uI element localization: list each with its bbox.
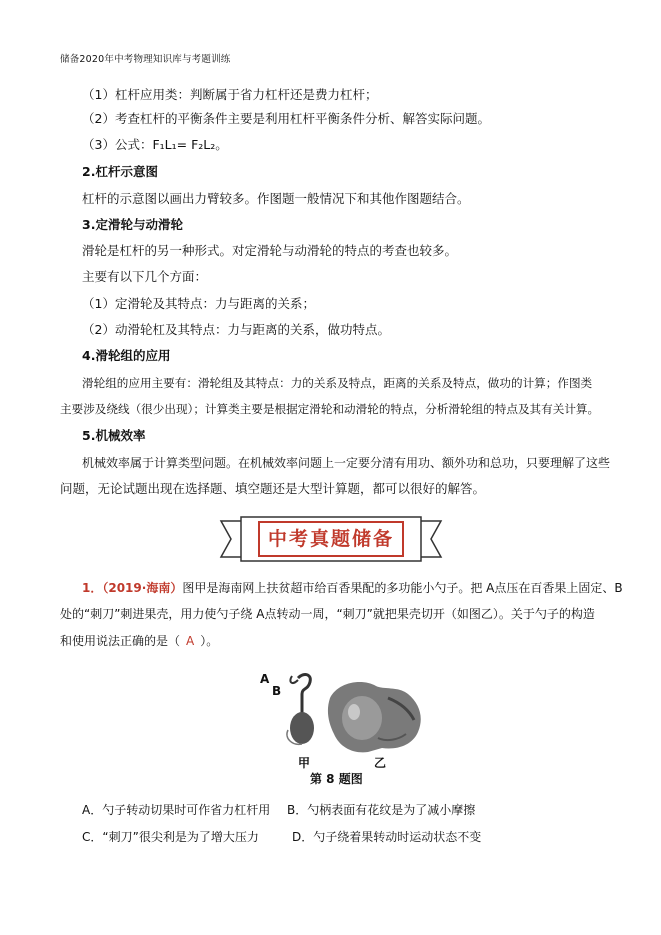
label-yi: 乙 bbox=[374, 756, 387, 770]
text-line: （1）杠杆应用类：判断属于省力杠杆还是费力杠杆； bbox=[82, 87, 378, 102]
question-text: 图甲是海南网上扶贫超市给百香果配的多功能小勺子。把 A点压在百香果上固定、B bbox=[182, 581, 623, 595]
label-b: B bbox=[272, 684, 282, 698]
section-heading: 2.杠杆示意图 bbox=[82, 164, 158, 179]
text-line: 主要涉及绕线（很少出现）；计算类主要是根据定滑轮和动滑轮的特点，分析滑轮组的特点及其有关计算。 bbox=[60, 402, 600, 416]
text-line: 问题，无论试题出现在选择题、填空题还是大型计算题，都可以很好的解答。 bbox=[60, 481, 486, 496]
option-a: A．勺子转动切果时可作省力杠杆用 bbox=[82, 803, 271, 817]
figure-caption: 第 8 题图 bbox=[310, 772, 363, 786]
text-line: 杠杆的示意图以画出力臂较多。作图题一般情况下和其他作图题结合。 bbox=[82, 191, 470, 206]
text-line: （2）考查杠杆的平衡条件主要是利用杠杆平衡条件分析、解答实际问题。 bbox=[82, 111, 490, 126]
text-line: 机械效率属于计算类型问题。在机械效率问题上一定要分清有用功、额外功和总功，只要理解了这些 bbox=[82, 456, 611, 470]
option-b: B．勺柄表面有花纹是为了减小摩擦 bbox=[287, 803, 476, 817]
question-line-2: 处的“刺刀”刺进果壳，用力使勺子绕 A点转动一周，“刺刀”就把果壳切开（如图乙）。关于勺子的构造 bbox=[60, 607, 595, 621]
text-line: （1）定滑轮及其特点：力与距离的关系； bbox=[82, 296, 315, 311]
banner-title: 中考真题储备 bbox=[267, 528, 394, 550]
text-line: 滑轮是杠杆的另一种形式。对定滑轮与动滑轮的特点的考查也较多。 bbox=[82, 243, 458, 258]
text-line: 滑轮组的应用主要有：滑轮组及其特点：力的关系及特点，距离的关系及特点，做功的计算；作图类 bbox=[82, 376, 593, 390]
option-d: D．勺子绕着果转动时运动状态不变 bbox=[292, 830, 482, 844]
question-source: （2019·海南） bbox=[102, 581, 183, 595]
label-a: A bbox=[260, 672, 270, 686]
text-line: （3）公式：F₁L₁= F₂L₂。 bbox=[82, 137, 228, 152]
section-heading: 5.机械效率 bbox=[82, 428, 146, 443]
option-c: C．“刺刀”很尖利是为了增大压力 bbox=[82, 830, 259, 844]
page-header: 储备2020年中考物理知识库与考题训练 bbox=[60, 54, 231, 65]
section-heading: 4.滑轮组的应用 bbox=[82, 348, 171, 363]
question-figure bbox=[258, 668, 430, 788]
question-line-1 bbox=[82, 580, 623, 596]
answer: A bbox=[186, 634, 195, 648]
section-heading: 3.定滑轮与动滑轮 bbox=[82, 217, 183, 232]
text-line: 主要有以下几个方面： bbox=[82, 269, 208, 284]
question-number: 1． bbox=[82, 581, 103, 595]
label-jia: 甲 bbox=[298, 756, 311, 770]
section-banner bbox=[219, 513, 443, 565]
question-line-3: 和使用说法正确的是（ A ）。 bbox=[60, 634, 219, 648]
text-line: （2）动滑轮杠及其特点：力与距离的关系，做功特点。 bbox=[82, 322, 390, 337]
